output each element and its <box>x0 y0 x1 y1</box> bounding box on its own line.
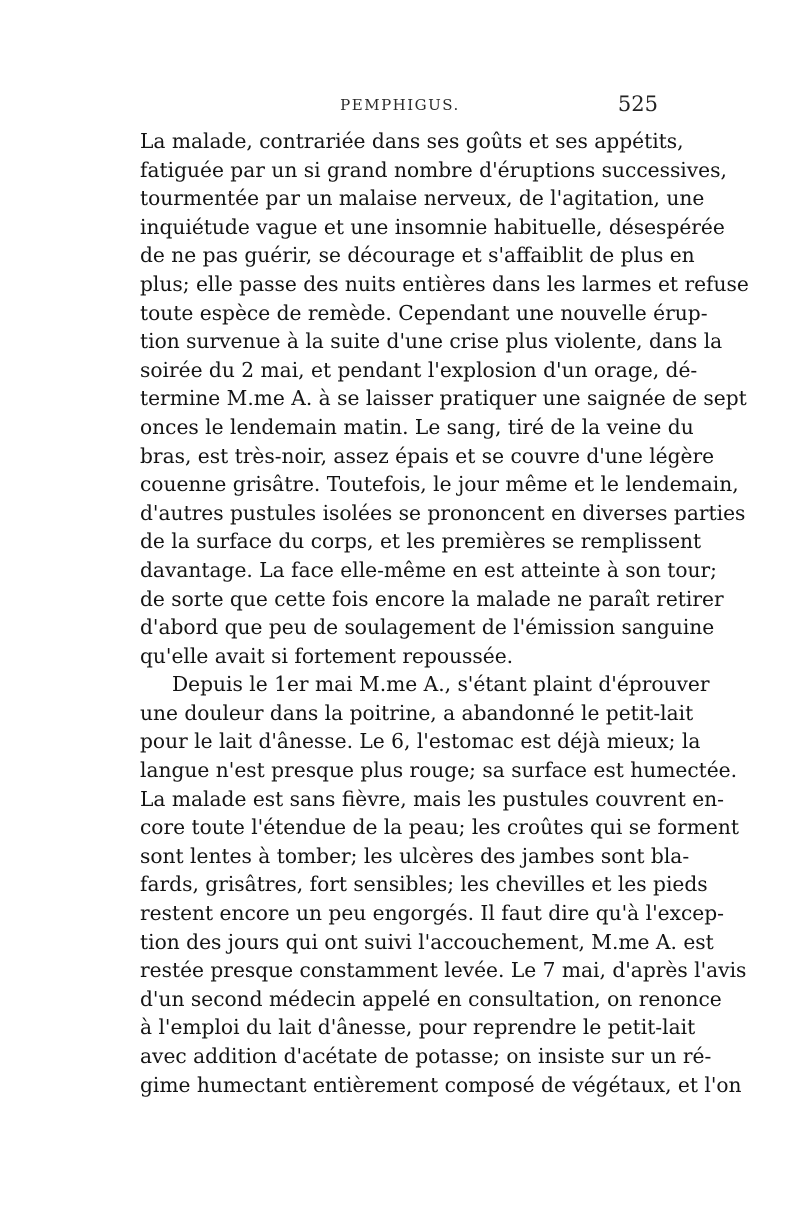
text-line: pour le lait d'ânesse. Le 6, l'estomac est déjà mieux; la <box>140 729 701 754</box>
text-line: langue n'est presque plus rouge; sa surface est humectée. <box>140 758 738 783</box>
text-line: sont lentes à tomber; les ulcères des jambes sont bla- <box>140 843 690 868</box>
text-line: La malade, contrariée dans ses goûts et ses appétits, <box>140 129 684 153</box>
text-line: plus; elle passe des nuits entières dans les larmes et refuse <box>140 271 749 296</box>
text-line: onces le lendemain matin. Le sang, tiré de la veine du <box>140 414 694 439</box>
text-line: tion des jours qui ont suivi l'accouchement, M.me A. est <box>140 929 714 954</box>
text-line: restent encore un peu engorgés. Il faut dire qu'à l'excep- <box>140 901 724 926</box>
body-text <box>140 127 749 1099</box>
text-line: restée presque constamment levée. Le 7 mai, d'après l'avis <box>140 958 747 983</box>
page-number: 525 <box>617 92 658 116</box>
text-line: core toute l'étendue de la peau; les croûtes qui se forment <box>140 815 739 840</box>
paragraph-2 <box>140 670 747 1099</box>
text-line: de la surface du corps, et les premières se remplissent <box>140 529 702 554</box>
text-line: de sorte que cette fois encore la malade ne paraît retirer <box>140 586 724 611</box>
text-line: à l'emploi du lait d'ânesse, pour reprendre le petit-lait <box>140 1015 696 1040</box>
text-line: La malade est sans fièvre, mais les pustules couvrent en- <box>140 786 725 811</box>
text-line: tion survenue à la suite d'une crise plus violente, dans la <box>140 329 723 354</box>
text-line: une douleur dans la poitrine, a abandonné le petit-lait <box>140 700 694 725</box>
text-line: termine M.me A. à se laisser pratiquer une saignée de sept <box>140 386 747 411</box>
text-line: qu'elle avait si fortement repoussée. <box>140 643 514 668</box>
running-title: PEMPHIGUS. <box>340 96 460 114</box>
text-line: soirée du 2 mai, et pendant l'explosion d'un orage, dé- <box>140 357 698 382</box>
text-line: fards, grisâtres, fort sensibles; les chevilles et les pieds <box>140 872 708 897</box>
text-line: d'autres pustules isolées se prononcent en diverses parties <box>140 500 746 525</box>
text-line: davantage. La face elle-même en est atteinte à son tour; <box>140 557 717 582</box>
text-line: d'abord que peu de soulagement de l'émission sanguine <box>140 615 715 640</box>
text-line: inquiétude vague et une insomnie habituelle, désespérée <box>140 214 725 239</box>
text-line: avec addition d'acétate de potasse; on insiste sur un ré- <box>140 1044 712 1068</box>
text-line: bras, est très-noir, assez épais et se couvre d'une légère <box>140 443 715 468</box>
text-line: couenne grisâtre. Toutefois, le jour même et le lendemain, <box>140 472 739 497</box>
text-line: gime humectant entièrement composé de végétaux, et l'on <box>140 1072 742 1097</box>
text-line: toute espèce de remède. Cependant une nouvelle érup- <box>140 300 708 325</box>
text-line: Depuis le 1er mai M.me A., s'étant plaint d'éprouver <box>172 672 710 697</box>
text-line: tourmentée par un malaise nerveux, de l'agitation, une <box>140 186 705 211</box>
paragraph-1 <box>140 127 749 670</box>
running-head <box>142 92 658 124</box>
text-line: d'un second médecin appelé en consultation, on renonce <box>140 986 722 1011</box>
text-line: fatiguée par un si grand nombre d'éruptions successives, <box>140 157 727 182</box>
text-line: de ne pas guérir, se décourage et s'affaiblit de plus en <box>140 243 695 268</box>
